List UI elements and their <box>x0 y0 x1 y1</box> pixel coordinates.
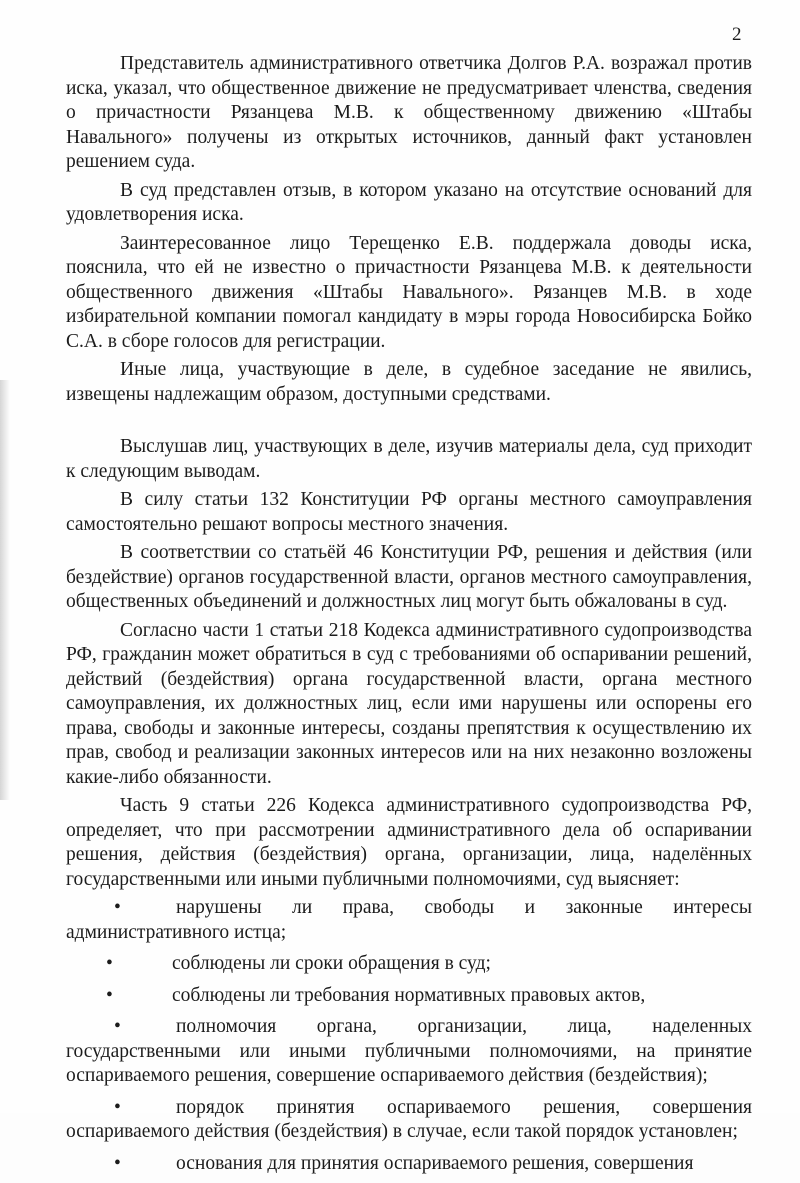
paragraph-interested-party: Заинтересованное лицо Терещенко Е.В. поддержала доводы иска, пояснила, что ей не известно о причастности Рязанцева М.В. к деятельности общественного движения «Штабы Навального». Рязанцев М.В. в ходе избирательной компании помогал кандидату в мэры города Новосибирска Бойко С.А. в сборе голосов для регистрации. <box>66 232 752 352</box>
paragraph-article-218: Согласно части 1 статьи 218 Кодекса административного судопроизводства РФ, гражданин может обратиться в суд с требованиями об оспаривании решений, действий (бездействия) органа государственной власти, органа местного самоуправления, их должностных лиц, если ими нарушены или оспорены его права, свободы и законные интересы, созданы препятствия к осуществлению их прав, свобод и реализации законных интересов или на них незаконно возложены какие-либо обязанности. <box>66 619 752 788</box>
bullet-text: нарушены ли права, свободы и законные интересы административного истца; <box>66 897 752 943</box>
bullet-item <box>66 1152 752 1177</box>
bullet-item <box>66 1015 752 1089</box>
paragraph-article-46: В соответствии со статьёй 46 Конституции РФ, решения и действия (или бездействие) органов государственной власти, органов местного самоуправления, общественных объединений и должностных лиц могут быть обжалованы в суд. <box>66 542 752 612</box>
bullet-icon: • <box>114 1016 121 1037</box>
bullet-icon: • <box>106 953 113 974</box>
paragraph-article-132: В силу статьи 132 Конституции РФ органы местного самоуправления самостоятельно решают вопросы местного значения. <box>66 489 752 535</box>
bullet-item <box>66 896 752 945</box>
bullet-item <box>66 952 752 977</box>
bullet-item <box>66 984 752 1009</box>
bullet-icon: • <box>114 1152 121 1174</box>
bullet-text: соблюдены ли требования нормативных правовых актов, <box>172 984 646 1006</box>
page-number: 2 <box>732 24 742 45</box>
paragraph-absent-parties: Иные лица, участвующие в деле, в судебное заседание не явились, извещены надлежащим образом, доступными средствами. <box>66 359 752 405</box>
bullet-text: основания для принятия оспариваемого решения, совершения <box>176 1152 694 1174</box>
bullet-text: соблюдены ли сроки обращения в суд; <box>172 953 491 974</box>
bullet-item <box>66 1096 752 1145</box>
bullet-icon: • <box>114 897 121 918</box>
bullet-text: полномочия органа, организации, лица, наделенных государственными или иными публичными полномочиями, на принятие оспариваемого решения, совершение оспариваемого действия (бездействия); <box>66 1016 752 1086</box>
paragraph-court-conclusion: Выслушав лиц, участвующих в деле, изучив материалы дела, суд приходит к следующим выводам. <box>66 436 752 482</box>
paragraph-article-226: Часть 9 статьи 226 Кодекса административного судопроизводства РФ, определяет, что при рассмотрении административного дела об оспаривании решения, действия (бездействия) органа, организации, лица, наделённых государственными или иными публичными полномочиями, суд выясняет: <box>66 795 752 890</box>
scan-shadow <box>0 380 10 800</box>
paragraph-review: В суд представлен отзыв, в котором указано на отсутствие оснований для удовлетворения иска. <box>66 179 752 225</box>
paragraph-defendant-position: Представитель административного ответчика Долгов Р.А. возражал против иска, указал, что общественное движение не предусматривает членства, сведения о причастности Рязанцева М.В. к общественному движению «Штабы Навального» получены из открытых источников, данный факт установлен решением суда. <box>66 53 752 172</box>
bullet-text: порядок принятия оспариваемого решения, совершения оспариваемого действия (бездействия) в случае, если такой порядок установлен; <box>66 1096 752 1142</box>
bullet-icon: • <box>114 1096 121 1118</box>
document-body <box>66 52 752 1183</box>
bullet-icon: • <box>106 984 113 1006</box>
